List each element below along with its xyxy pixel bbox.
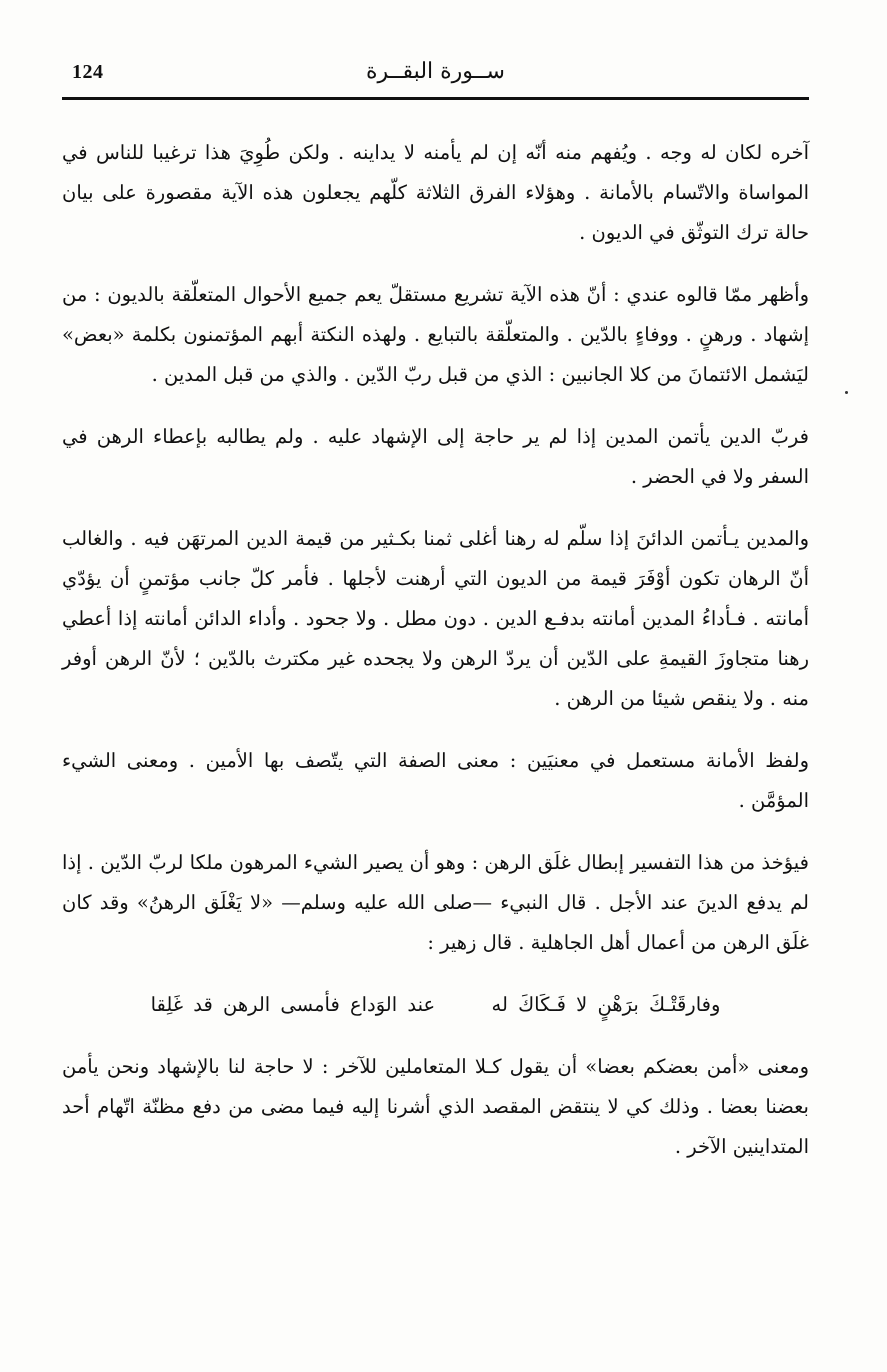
page-number: 124 xyxy=(72,61,104,83)
surah-title: ســورة البقــرة xyxy=(366,59,505,84)
paragraph: ولفظ الأمانة مستعمل في معنيَين : معنى الصفة التي يتّصف بها الأمين . ومعنى الشيء المؤمَّن . xyxy=(62,749,809,812)
paragraph: فيؤخذ من هذا التفسير إبطال غلَق الرهن : وهو أن يصير الشيء المرهون ملكا لربّ الدّين . إذا لم يدفع الدينَ عند الأجل . قال النبيء —صلى الله عليه وسلم— «لا يَغْلَق الرهنُ» وقد كان غلَق الرهن من أعمال أهل الجاهلية . قال زهير : xyxy=(62,851,809,954)
paragraph: وأظهر ممّا قالوه عندي : أنّ هذه الآية تشريع مستقلّ يعم جميع الأحوال المتعلّقة بالديون : من إشهاد . ورهنٍ . ووفاءٍ بالدّين . والمتعلّقة بالتبايع . ولهذه النكتة أبهم المؤتمنون بكلمة «بعض» ليَشمل الائتمانَ من كلا الجانبين : الذي من قبل ربّ الدّين . والذي من قبل المدين . xyxy=(62,283,809,386)
page-body xyxy=(62,133,809,1189)
verse-second-hemistich: عند الوَداع فأمسى الرهن قد غَلِقا xyxy=(150,993,436,1016)
margin-dot xyxy=(845,391,848,394)
page-header xyxy=(62,55,809,99)
paragraph: والمدين يـأتمن الدائنَ إذا سلّم له رهنا أغلى ثمنا بكـثير من قيمة الدين المرتهَن فيه . والغالب أنّ الرهان تكون أوْفَرَ قيمة من الديون التي أرهنت لأجلها . فأمر كلّ جانب مؤتمنٍ أن يؤدّي أمانته . فـأداءُ المدين أمانته بدفـع الدين . دون مطل . ولا جحود . وأداء الدائن أمانته إذا أعطي رهنا متجاوزَ القيمةِ على الدّين أن يردّ الرهن ولا يجحده غير مكترث بالدّين ؛ لأنّ الرهن أوفر منه . ولا ينقص شيئا من الرهن . xyxy=(62,527,809,710)
paragraph: آخره لكان له وجه . ويُفهم منه أنّه إن لم يأمنه لا يداينه . ولكن طُوِيَ هذا ترغيبا للناس في المواساة والاتّسام بالأمانة . وهؤلاء الفرق الثلاثة كلّهم يجعلون هذه الآية مقصورة على بيان حالة ترك التوثّق في الديون . xyxy=(62,141,809,244)
paragraph: ومعنى «أمن بعضكم بعضا» أن يقول كـلا المتعاملين للآخر : لا حاجة لنا بالإشهاد ونحن يأمن بعضنا بعضا . وذلك كي لا ينتقض المقصد الذي أشرنا إليه فيما مضى من دفع مظنّة اتّهام أحد المتداينين الآخر . xyxy=(62,1055,809,1158)
poetry-verse xyxy=(62,985,809,1025)
header-divider xyxy=(62,97,809,100)
paragraph: فربّ الدين يأتمن المدين إذا لم ير حاجة إلى الإشهاد عليه . ولم يطالبه بإعطاء الرهن في السفر ولا في الحضر . xyxy=(62,425,809,488)
verse-first-hemistich: وفارقَتْـكَ برَهْنٍ لا فَـكَاكَ له xyxy=(491,993,721,1016)
